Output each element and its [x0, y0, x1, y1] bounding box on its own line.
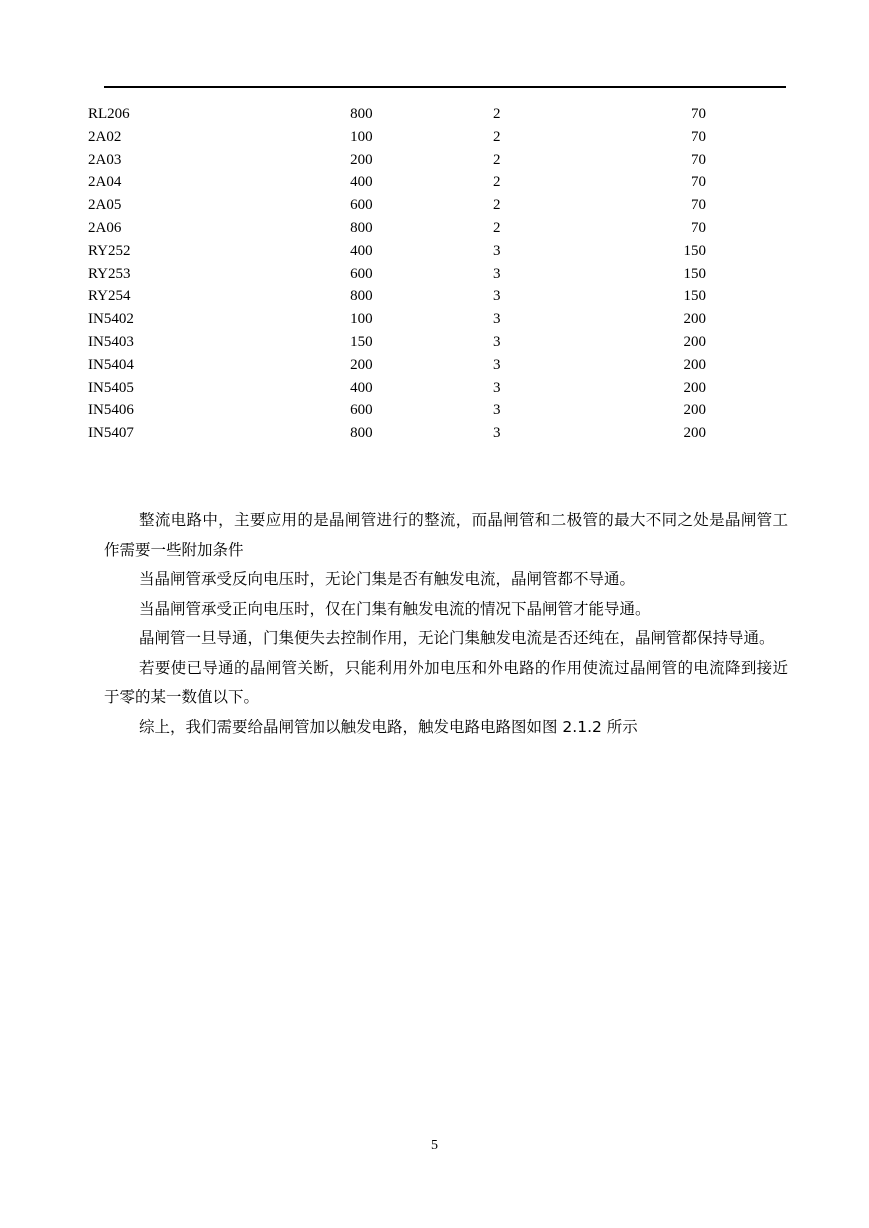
cell-current: 3 [492, 425, 501, 442]
paragraph-conduction: 晶闸管一旦导通，门集便失去控制作用，无论门集触发电流是否还纯在，晶闸管都保持导通。 [139, 629, 775, 647]
cell-surge: 150 [683, 288, 706, 305]
table-row [88, 377, 728, 400]
cell-voltage: 800 [350, 425, 373, 442]
cell-model: IN5407 [88, 425, 134, 442]
cell-surge: 200 [683, 356, 706, 373]
cell-current: 2 [492, 219, 501, 236]
cell-voltage: 400 [350, 379, 373, 396]
cell-model: RL206 [88, 106, 130, 122]
cell-current: 2 [492, 106, 501, 122]
cell-voltage: 100 [350, 128, 373, 145]
cell-current: 2 [492, 128, 501, 145]
body-text [104, 506, 788, 742]
cell-current: 3 [492, 311, 501, 328]
cell-current: 2 [492, 151, 501, 168]
cell-surge: 200 [683, 379, 706, 396]
cell-surge: 70 [691, 197, 706, 214]
cell-voltage: 800 [350, 288, 373, 305]
cell-model: IN5402 [88, 311, 134, 328]
table-row [88, 331, 728, 354]
cell-model: 2A02 [88, 128, 122, 145]
cell-current: 3 [492, 265, 501, 282]
paragraph-summary: 综上，我们需要给晶闸管加以触发电路，触发电路电路图如图 2.1.2 所示 [139, 717, 638, 736]
cell-voltage: 400 [350, 174, 373, 191]
cell-surge: 200 [683, 311, 706, 328]
cell-model: RY254 [88, 288, 131, 305]
paragraph-reverse-voltage: 当晶闸管承受反向电压时，无论门集是否有触发电流，晶闸管都不导通。 [139, 570, 636, 588]
cell-current: 3 [492, 288, 501, 305]
cell-model: RY252 [88, 242, 131, 259]
cell-surge: 150 [683, 265, 706, 282]
table-row [88, 354, 728, 377]
cell-current: 2 [492, 174, 501, 191]
cell-surge: 70 [691, 151, 706, 168]
table-row [88, 217, 728, 240]
table-row [88, 171, 728, 194]
diode-spec-table [88, 103, 728, 445]
cell-model: 2A04 [88, 174, 122, 191]
cell-surge: 200 [683, 425, 706, 442]
cell-voltage: 800 [350, 106, 373, 122]
cell-surge: 70 [691, 219, 706, 236]
cell-surge: 200 [683, 333, 706, 350]
cell-model: IN5406 [88, 402, 134, 419]
cell-voltage: 600 [350, 265, 373, 282]
page-number: 5 [431, 1138, 438, 1153]
cell-surge: 70 [691, 106, 706, 122]
paragraph-turn-off: 若要使已导通的晶闸管关断，只能利用外加电压和外电路的作用使流过晶闸管的电流降到接近于零的某一数值以下。 [104, 658, 788, 706]
cell-surge: 150 [683, 242, 706, 259]
cell-surge: 200 [683, 402, 706, 419]
cell-model: IN5405 [88, 379, 134, 396]
cell-voltage: 200 [350, 356, 373, 373]
table-row [88, 103, 728, 126]
cell-voltage: 800 [350, 219, 373, 236]
cell-surge: 70 [691, 174, 706, 191]
table-row [88, 308, 728, 331]
table-row [88, 399, 728, 422]
table-row [88, 285, 728, 308]
cell-current: 3 [492, 333, 501, 350]
table-row [88, 194, 728, 217]
cell-current: 3 [492, 356, 501, 373]
cell-current: 3 [492, 379, 501, 396]
cell-model: IN5404 [88, 356, 134, 373]
spec-table-body [88, 103, 728, 445]
cell-current: 2 [492, 197, 501, 214]
cell-model: 2A03 [88, 151, 122, 168]
cell-model: 2A05 [88, 197, 122, 214]
table-row [88, 240, 728, 263]
paragraph-forward-voltage: 当晶闸管承受正向电压时，仅在门集有触发电流的情况下晶闸管才能导通。 [139, 599, 651, 618]
table-row [88, 263, 728, 286]
table-row [88, 149, 728, 172]
table-row [88, 126, 728, 149]
cell-voltage: 100 [350, 311, 373, 328]
cell-voltage: 600 [350, 402, 373, 419]
cell-current: 3 [492, 242, 501, 259]
cell-voltage: 600 [350, 197, 373, 214]
cell-model: IN5403 [88, 333, 134, 350]
cell-model: 2A06 [88, 219, 122, 236]
paragraph-rectifier-intro: 整流电路中，主要应用的是晶闸管进行的整流，而晶闸管和二极管的最大不同之处是晶闸管工作需要一些附加条件 [104, 511, 788, 559]
cell-surge: 70 [691, 128, 706, 145]
cell-voltage: 200 [350, 151, 373, 168]
cell-current: 3 [492, 402, 501, 419]
cell-voltage: 400 [350, 242, 373, 259]
table-row [88, 422, 728, 445]
header-rule [104, 86, 786, 88]
cell-model: RY253 [88, 265, 131, 282]
cell-voltage: 150 [350, 333, 373, 350]
